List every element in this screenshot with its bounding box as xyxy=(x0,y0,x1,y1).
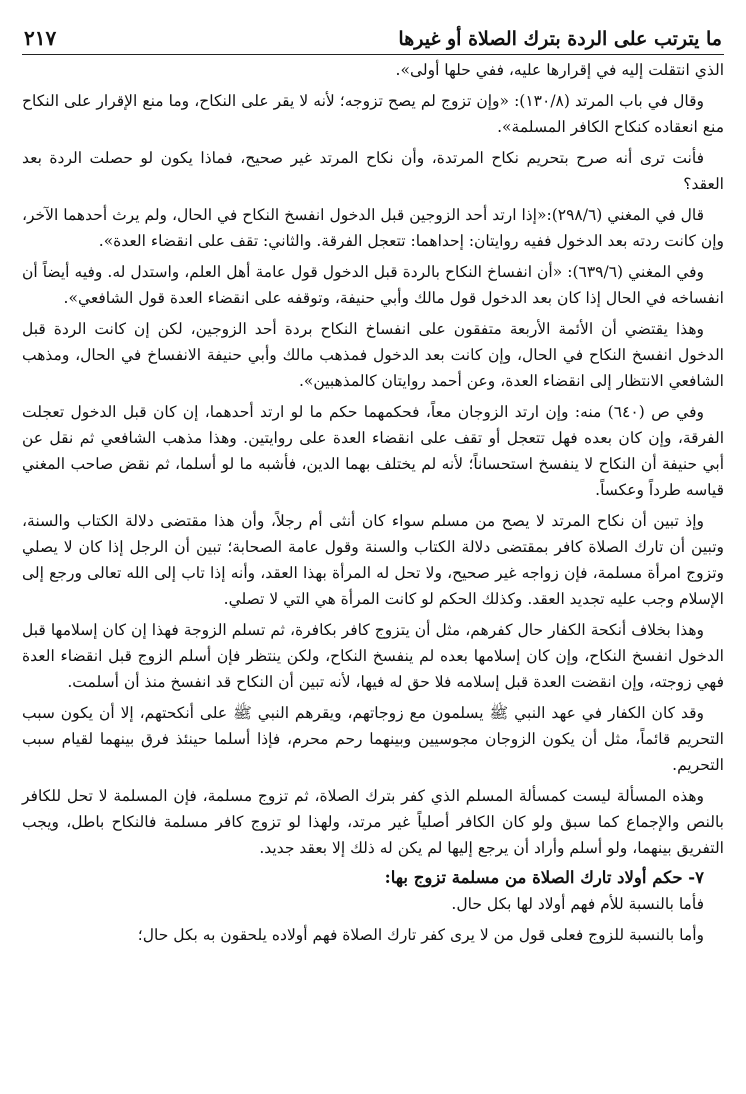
paragraph: وقال في باب المرتد (١٣٠/٨): «وإن تزوج لم يصح تزوجه؛ لأنه لا يقر على النكاح، وما منع الإقرار على النكاح منع انعقاده كنكاح الكافر المسلمة». xyxy=(22,92,724,136)
running-header xyxy=(22,26,724,55)
section-heading: ٧- حكم أولاد تارك الصلاة من مسلمة تزوج بها: xyxy=(384,868,704,887)
header-title: ما يترتب على الردة بترك الصلاة أو غيرها xyxy=(398,28,722,50)
paragraph: وأما بالنسبة للزوج فعلى قول من لا يرى كفر تارك الصلاة فهم أولاده يلحقون به بكل حال؛ xyxy=(137,926,704,944)
paragraph-continuation: الذي انتقلت إليه في إقرارها عليه، ففي حلها أولى». xyxy=(395,61,724,79)
paragraph: وهذا بخلاف أنكحة الكفار حال كفرهم، مثل أن يتزوج كافر بكافرة، ثم تسلم الزوجة فهذا إن كان إسلامها قبل الدخول انفسخ النكاح، وإن كان إسلامها بعده لم ينفسخ النكاح، ولكن ينتظر فإن أسلم الزوج قبل انقضاء العدة فهي زوجته، وإن انقضت العدة قبل إسلامه فلا حق له فيها، لأنه تبين أن النكاح قد انفسخ منذ أن أسلمت. xyxy=(22,621,724,691)
paragraph: قال في المغني (٢٩٨/٦):«إذا ارتد أحد الزوجين قبل الدخول انفسخ النكاح في الحال، ولم يرث أحدهما الآخر، وإن كانت ردته بعد الدخول ففيه روايتان: إحداهما: تتعجل الفرقة. والثاني: تقف على انقضاء العدة». xyxy=(22,206,724,250)
paragraph: وفي المغني (٦٣٩/٦): «أن انفساخ النكاح بالردة قبل الدخول قول عامة أهل العلم، واستدل له. وفيه أيضاً أن انفساخه في الحال إذا كان بعد الدخول قول مالك وأبي حنيفة، وتوقفه على انقضاء العدة قول الشافعي». xyxy=(22,263,724,307)
paragraph: فأنت ترى أنه صرح بتحريم نكاح المرتدة، وأن نكاح المرتد غير صحيح، فماذا يكون لو حصلت الردة بعد العقد؟ xyxy=(22,149,724,193)
page-body xyxy=(22,55,724,948)
paragraph: وإذ تبين أن نكاح المرتد لا يصح من مسلم سواء كان أنثى أم رجلاً، وأن هذا مقتضى دلالة الكتاب والسنة، وتبين أن تارك الصلاة كافر بمقتضى دلالة الكتاب والسنة وقول عامة الصحابة؛ تبين أن الرجل إذا كان لا يصلي وتزوج امرأة مسلمة، فإن زواجه غير صحيح، ولا تحل له المرأة بهذا العقد، وأنه إذا تاب إلى الله تعالى ورجع إلى الإسلام وجب عليه تجديد العقد. وكذلك الحكم لو كانت المرأة هي التي لا تصلي. xyxy=(22,512,724,608)
paragraph: وقد كان الكفار في عهد النبي ﷺ يسلمون مع زوجاتهم، ويقرهم النبي ﷺ على أنكحتهم، إلا أن يكون سبب التحريم قائماً، مثل أن يكون الزوجان مجوسيين وبينهما رحم محرم، فإذا أسلما حينئذ فرق بينهما لقيام سبب التحريم. xyxy=(22,704,724,774)
paragraph: وفي ص (٦٤٠) منه: وإن ارتد الزوجان معاً، فحكمهما حكم ما لو ارتد أحدهما، إن كان قبل الدخول تعجلت الفرقة، وإن كان بعده فهل تتعجل أو تقف على انقضاء العدة على روايتين. وهذا مذهب الشافعي ثم نقل عن أبي حنيفة أن النكاح لا ينفسخ استحساناً؛ لأنه لم يختلف بهما الدين، فأشبه ما لو أسلما، ثم نقض صاحب المغني قياسه طرداً وعكساً. xyxy=(22,403,724,499)
page-number: ٢١٧ xyxy=(24,26,57,50)
paragraph: فأما بالنسبة للأم فهم أولاد لها بكل حال. xyxy=(451,895,704,913)
paragraph: وهذا يقتضي أن الأئمة الأربعة متفقون على انفساخ النكاح بردة أحد الزوجين، لكن إن كانت الردة قبل الدخول انفسخ النكاح في الحال، وإن كانت بعد الدخول فمذهب مالك وأبي حنيفة الانفساخ في الحال، ومذهب الشافعي الانتظار إلى انقضاء العدة، وعن أحمد روايتان كالمذهبين». xyxy=(22,320,724,390)
paragraph: وهذه المسألة ليست كمسألة المسلم الذي كفر بترك الصلاة، ثم تزوج مسلمة، فإن المسلمة لا تحل للكافر بالنص والإجماع كما سبق ولو كان الكافر أصلياً غير مرتد، ولهذا لو تزوج كافر مسلمة فالنكاح باطل، ويجب التفريق بينهما، ولو أسلم وأراد أن يرجع إليها لم يكن له ذلك إلا بعقد جديد. xyxy=(22,787,724,857)
